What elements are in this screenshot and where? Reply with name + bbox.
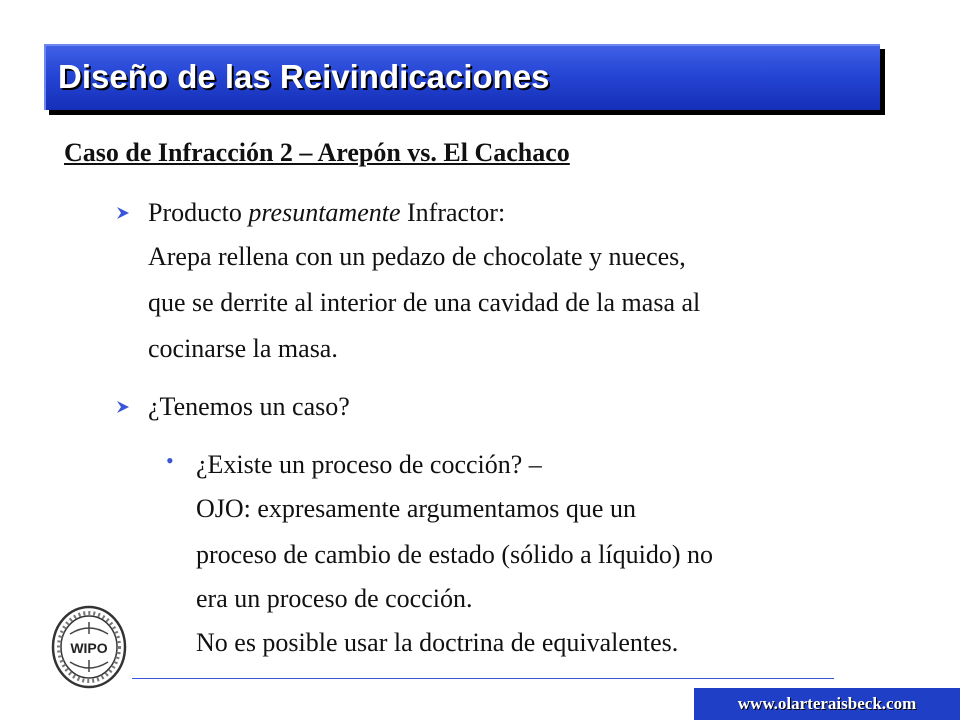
bullet-1-emphasis: presuntamente: [248, 198, 401, 227]
arrow-bullet-icon: [116, 206, 130, 220]
footer-divider: [132, 678, 834, 679]
sub-bullet-line-1: ¿Existe un proceso de cocción? –: [196, 450, 542, 479]
bullet-1-line-4: cocinarse la masa.: [148, 334, 338, 363]
sub-bullet-line-3: proceso de cambio de estado (sólido a líquido) no: [196, 540, 713, 569]
title-bar: [44, 44, 880, 110]
wipo-logo-text: WIPO: [70, 640, 108, 656]
sub-bullet-line-5: No es posible usar la doctrina de equivalentes.: [196, 628, 679, 657]
bullet-2-text: ¿Tenemos un caso?: [148, 392, 350, 421]
sub-bullet-line-4: era un proceso de cocción.: [196, 584, 473, 613]
bullet-1-line-1: [148, 192, 505, 234]
wipo-logo: [50, 604, 128, 690]
bullet-1-line-2: Arepa rellena con un pedazo de chocolate y nueces,: [148, 242, 686, 271]
bullet-1-text-pre: Producto: [148, 198, 249, 227]
bullet-1-line-3: que se derrite al interior de una cavidad de la masa al: [148, 288, 701, 317]
footer-url[interactable]: www.olarteraisbeck.com: [737, 694, 917, 713]
slide-title: Diseño de las Reivindicaciones: [58, 58, 550, 95]
arrow-bullet-icon: [116, 400, 130, 414]
sub-bullet-line-2: OJO: expresamente argumentamos que un: [196, 494, 636, 523]
dot-bullet-icon: •: [166, 448, 174, 473]
bullet-1-text-post: Infractor:: [400, 198, 506, 227]
slide-subtitle: Caso de Infracción 2 – Arepón vs. El Cachaco: [64, 138, 570, 167]
footer-url-box: [694, 688, 960, 720]
